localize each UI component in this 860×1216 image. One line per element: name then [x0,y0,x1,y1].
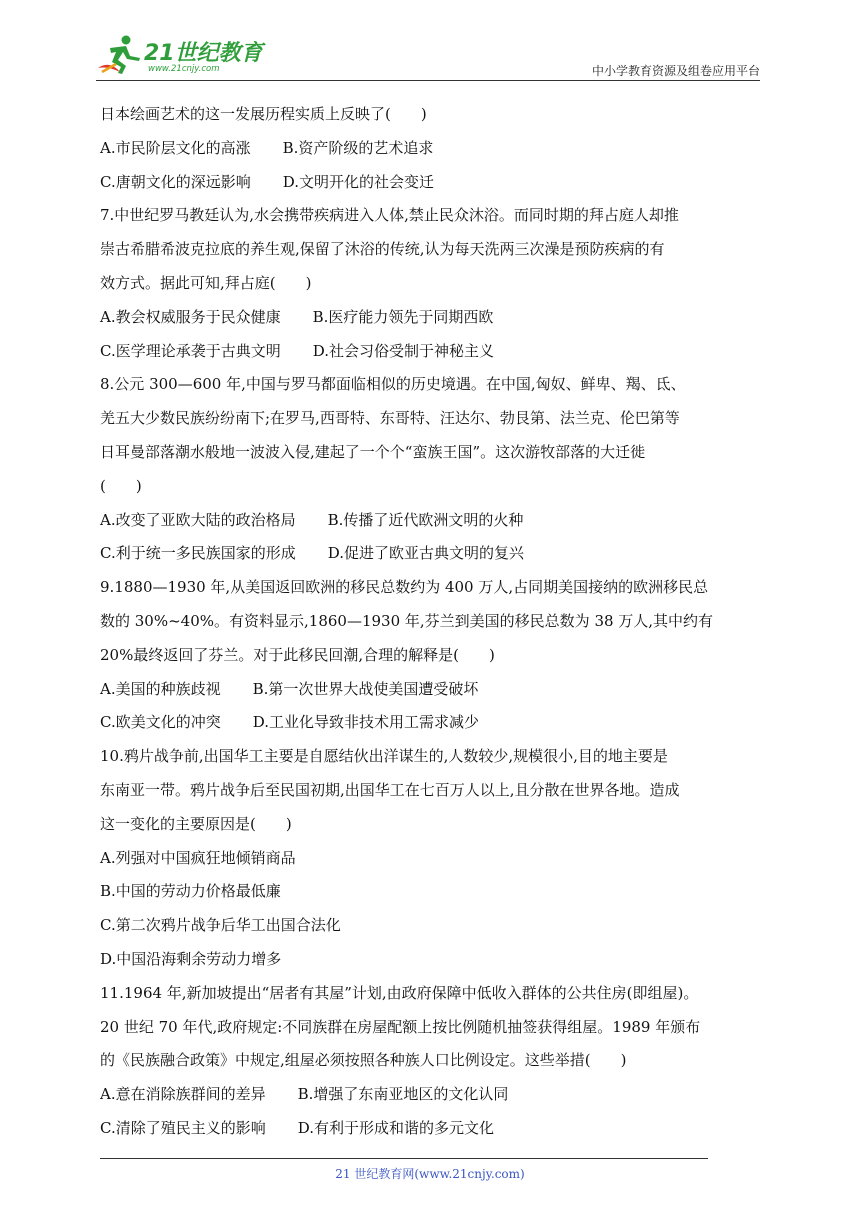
footer-link[interactable]: 21 世纪教育网(www.21cnjy.com) [335,1167,525,1181]
text-line: 8.公元 300—600 年,中国与罗马都面临相似的历史境遇。在中国,匈奴、鲜卑、羯、氐、 [100,375,686,394]
answer-option: D.促进了欧亚古典文明的复兴 [327,544,524,563]
text-line: B.中国的劳动力价格最低廉 [100,882,281,901]
options-row [100,504,764,538]
text-line: D.中国沿海剩余劳动力增多 [100,949,282,968]
header-divider [96,80,760,81]
answer-option: A.教会权威服务于民众健康 [100,307,281,326]
text-line: 东南亚一带。鸦片战争后至民国初期,出国华工在七百万人以上,且分散在世界各地。造成 [100,780,680,799]
options-row [100,537,764,571]
options-row [100,1078,764,1112]
answer-option: B.第一次世界大战使美国遭受破坏 [252,679,479,698]
options-row [100,1112,764,1146]
text-line: 羌五大少数民族纷纷南下;在罗马,西哥特、东哥特、汪达尔、勃艮第、法兰克、伦巴第等 [100,409,680,428]
answer-option: C.利于统一多民族国家的形成 [100,544,296,563]
document-body [100,98,764,1146]
answer-option: B.传播了近代欧洲文明的火种 [327,510,524,529]
logo-main-text: 21世纪教育 [144,41,263,66]
page-header [96,32,760,80]
text-line: 效方式。据此可知,拜占庭( ) [100,273,312,292]
text-line: 日耳曼部落潮水般地一波波入侵,建起了一个个“蛮族王国”。这次游牧部落的大迁徙 [100,442,646,461]
options-row [100,166,764,200]
answer-option: D.有利于形成和谐的多元文化 [297,1118,494,1137]
header-right-text: 中小学教育资源及组卷应用平台 [591,64,760,78]
options-row [100,673,764,707]
text-line: 数的 30%~40%。有资料显示,1860—1930 年,芬兰到美国的移民总数为 38 万人,其中约有 [100,611,714,630]
text-line: 崇古希腊希波克拉底的养生观,保留了沐浴的传统,认为每天洗两三次澡是预防疾病的有 [100,240,665,259]
logo-sub-text: www.21cnjy.com [148,64,220,74]
text-line: 11.1964 年,新加坡提出“居者有其屋”计划,由政府保障中低收入群体的公共住房(即组屋)。 [100,983,699,1002]
footer-divider [100,1158,708,1159]
site-logo[interactable] [96,32,266,78]
answer-option: C.欧美文化的冲突 [100,713,221,732]
runner-logo-icon [96,34,144,76]
answer-option: D.工业化导致非技术用工需求减少 [252,713,479,732]
options-row [100,706,764,740]
answer-option: C.唐朝文化的深远影响 [100,172,251,191]
answer-option: A.意在消除族群间的差异 [100,1085,266,1104]
text-line: 20%最终返回了芬兰。对于此移民回潮,合理的解释是( ) [100,645,495,664]
answer-option: A.市民阶层文化的高涨 [100,138,251,157]
answer-option: A.美国的种族歧视 [100,679,221,698]
text-line: 7.中世纪罗马教廷认为,水会携带疾病进入人体,禁止民众沐浴。而同时期的拜占庭人却推 [100,206,679,225]
answer-option: C.医学理论承袭于古典文明 [100,341,281,360]
answer-option: B.资产阶级的艺术追求 [282,138,434,157]
answer-option: D.社会习俗受制于神秘主义 [312,341,494,360]
answer-option: C.清除了殖民主义的影响 [100,1118,266,1137]
text-line: ( ) [100,476,142,495]
text-line: A.列强对中国疯狂地倾销商品 [100,848,296,867]
answer-option: A.改变了亚欧大陆的政治格局 [100,510,296,529]
text-line: 这一变化的主要原因是( ) [100,814,292,833]
text-line: 9.1880—1930 年,从美国返回欧洲的移民总数约为 400 万人,占同期美国接纳的欧洲移民总 [100,578,709,597]
answer-option: B.增强了东南亚地区的文化认同 [297,1085,509,1104]
text-line: 的《民族融合政策》中规定,组屋必须按照各种族人口比例设定。这些举措( ) [100,1051,627,1070]
options-row [100,132,764,166]
text-line: 20 世纪 70 年代,政府规定:不同族群在房屋配额上按比例随机抽签获得组屋。1989 年颁布 [100,1017,701,1036]
answer-option: D.文明开化的社会变迁 [282,172,434,191]
text-line: 日本绘画艺术的这一发展历程实质上反映了( ) [100,105,427,123]
options-row [100,301,764,335]
text-line: 10.鸦片战争前,出国华工主要是自愿结伙出洋谋生的,人数较少,规模很小,目的地主要是 [100,747,668,766]
answer-option: B.医疗能力领先于同期西欧 [312,307,494,326]
options-row [100,335,764,369]
text-line: C.第二次鸦片战争后华工出国合法化 [100,916,341,935]
